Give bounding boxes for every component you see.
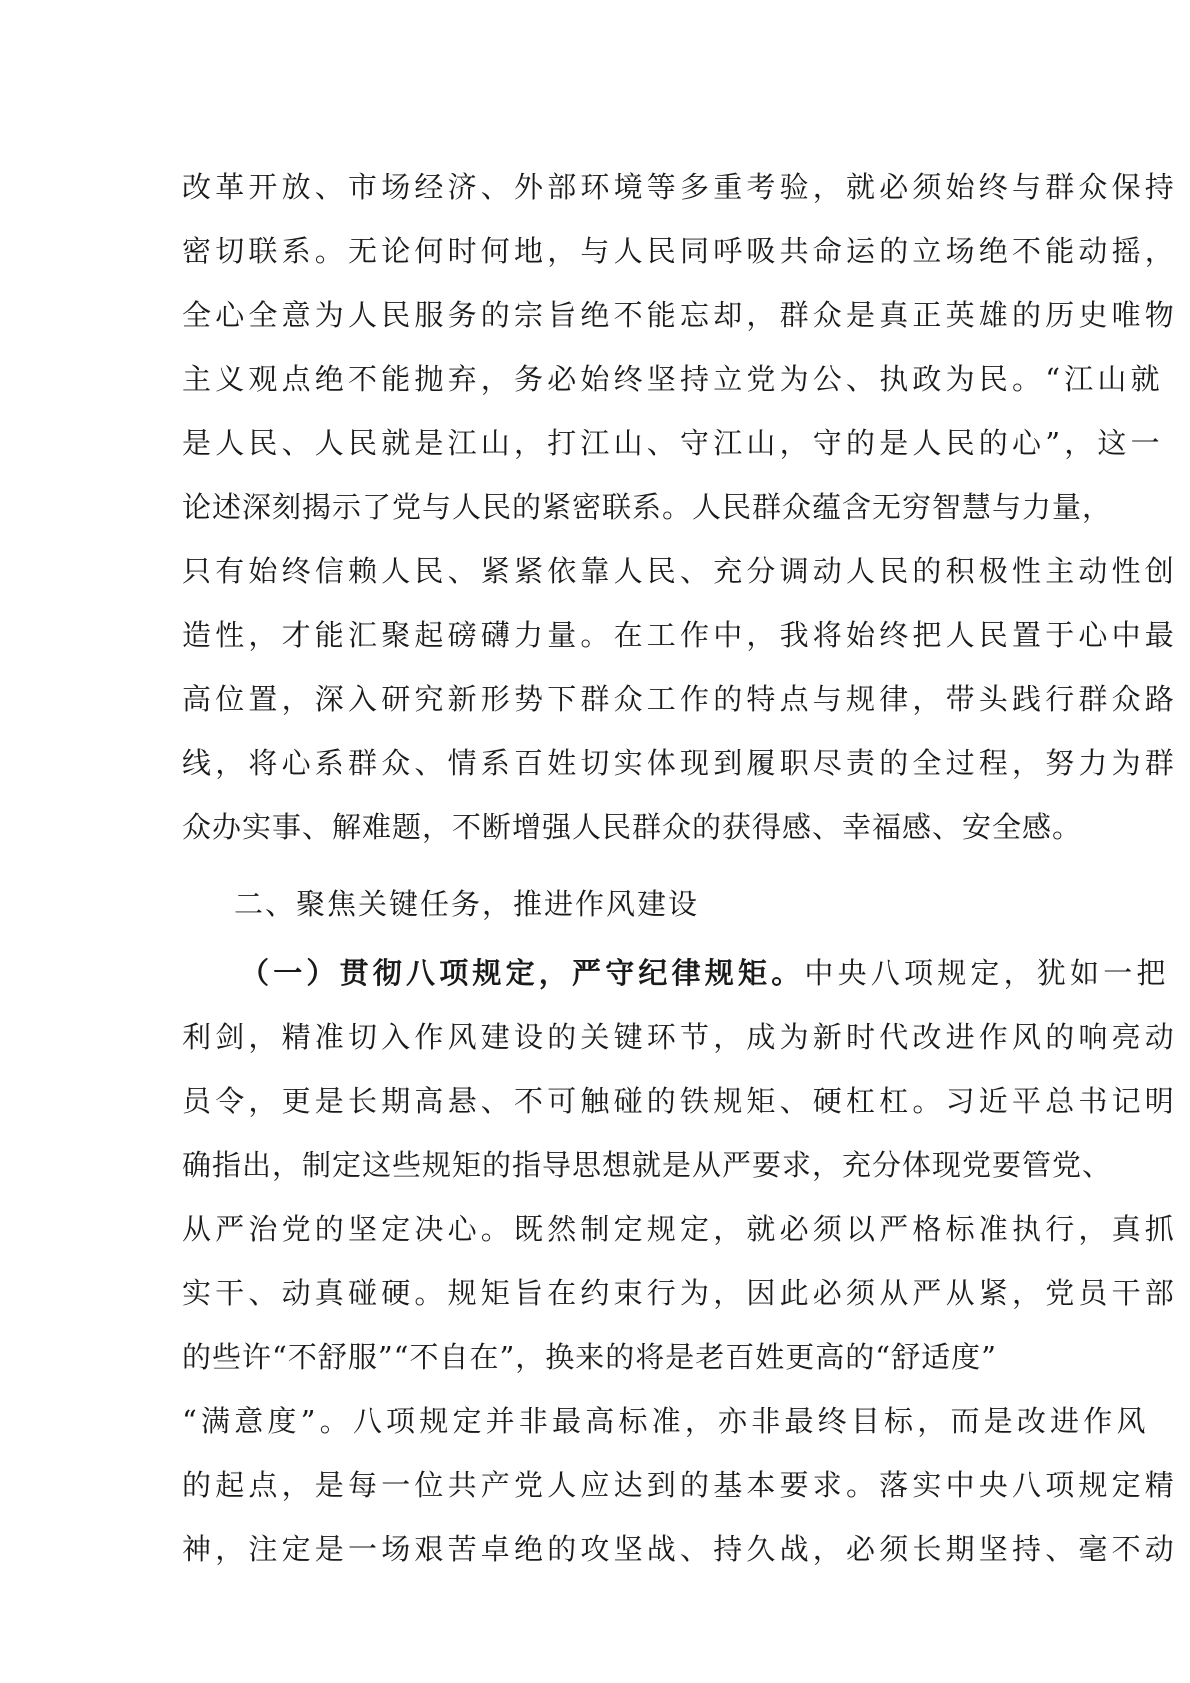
paragraph-line: 改革开放、市场经济、外部环境等多重考验，就必须始终与群众保持 — [182, 170, 1179, 204]
paragraph-line: 密切联系。无论何时何地，与人民同呼吸共命运的立场绝不能动摇， — [182, 234, 1179, 268]
paragraph-line: 造性，才能汇聚起磅礴力量。在工作中，我将始终把人民置于心中最 — [182, 618, 1179, 652]
paragraph-line: 员令，更是长期高悬、不可触碰的铁规矩、硬杠杠。习近平总书记明 — [182, 1084, 1179, 1118]
paragraph-line: 众办实事、解难题，不断增强人民群众的获得感、幸福感、安全感。 — [182, 810, 1083, 844]
paragraph-line: 主义观点绝不能抛弃，务必始终坚持立党为公、执政为民。“江山就 — [182, 362, 1164, 396]
paragraph-line: 实干、动真碰硬。规矩旨在约束行为，因此必须从严从紧，党员干部 — [182, 1276, 1179, 1310]
paragraph-line: 的些许“不舒服”“不自在”，换来的将是老百姓更高的“舒适度” — [182, 1340, 997, 1374]
paragraph-line: 只有始终信赖人民、紧紧依靠人民、充分调动人民的积极性主动性创 — [182, 554, 1179, 588]
paragraph-line: 高位置，深入研究新形势下群众工作的特点与规律，带头践行群众路 — [182, 682, 1179, 716]
paragraph-line: 从严治党的坚定决心。既然制定规定，就必须以严格标准执行，真抓 — [182, 1212, 1179, 1246]
paragraph-line: 的起点，是每一位共产党人应达到的基本要求。落实中央八项规定精 — [182, 1468, 1179, 1502]
subsection-first-line-text: 中央八项规定，犹如一把 — [804, 956, 1170, 990]
paragraph-line: “满意度”。八项规定并非最高标准，亦非最终目标，而是改进作风 — [182, 1404, 1150, 1438]
subsection-heading: （一）贯彻八项规定，严守纪律规矩。 — [240, 956, 805, 990]
section-heading: 二、聚焦关键任务，推进作风建设 — [234, 887, 700, 921]
paragraph-line: 线，将心系群众、情系百姓切实体现到履职尽责的全过程，努力为群 — [182, 746, 1179, 780]
subsection-first-line — [182, 941, 1170, 1005]
paragraph-line: 论述深刻揭示了党与人民的紧密联系。人民群众蕴含无穷智慧与力量， — [182, 490, 1113, 524]
paragraph-line: 神，注定是一场艰苦卓绝的攻坚战、持久战，必须长期坚持、毫不动 — [182, 1532, 1179, 1566]
paragraph-line: 利剑，精准切入作风建设的关键环节，成为新时代改进作风的响亮动 — [182, 1020, 1179, 1054]
paragraph-line: 确指出，制定这些规矩的指导思想就是从严要求，充分体现党要管党、 — [182, 1148, 1113, 1182]
paragraph-line: 全心全意为人民服务的宗旨绝不能忘却，群众是真正英雄的历史唯物 — [182, 298, 1179, 332]
paragraph-line: 是人民、人民就是江山，打江山、守江山，守的是人民的心”，这一 — [182, 426, 1164, 460]
document-body — [182, 155, 1179, 1581]
